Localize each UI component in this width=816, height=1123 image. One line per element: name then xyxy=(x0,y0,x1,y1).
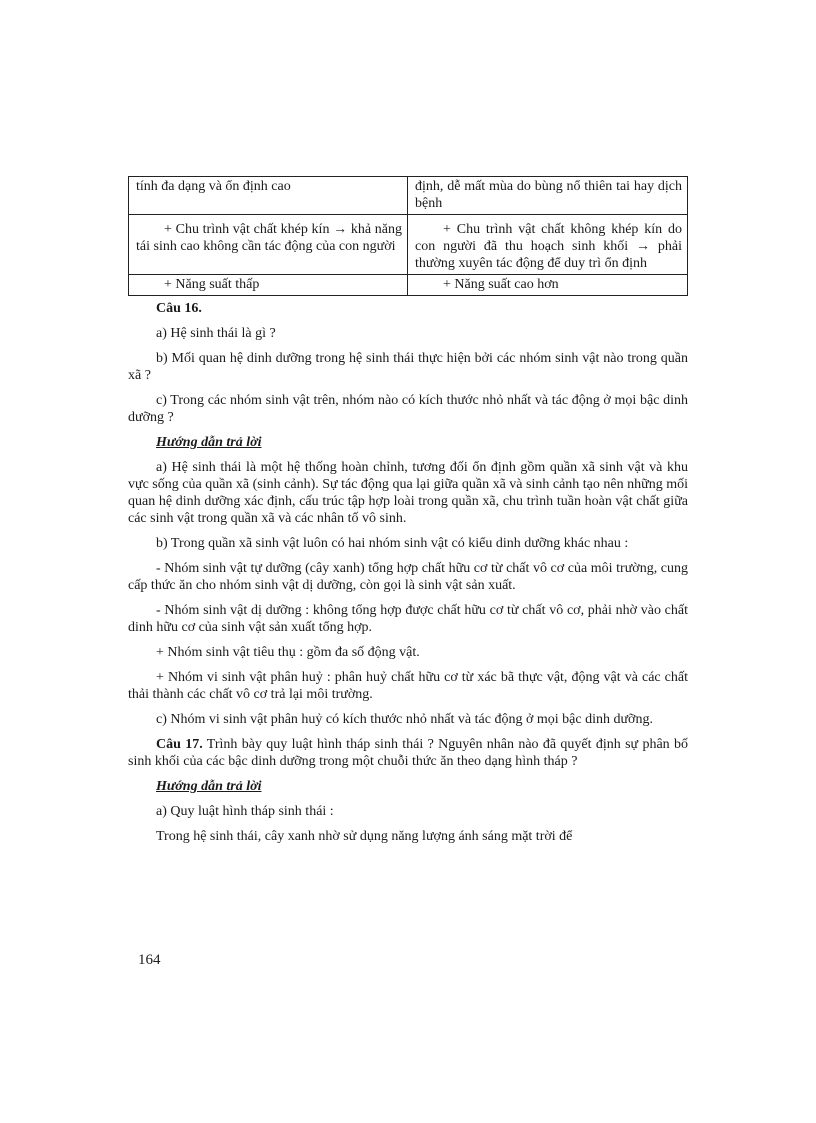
table-cell: định, dễ mất mùa do bùng nổ thiên tai hay dịch bệnh xyxy=(408,177,688,215)
table-row xyxy=(129,177,688,215)
paragraph: c) Trong các nhóm sinh vật trên, nhóm nào có kích thước nhỏ nhất và tác động ở mọi bậc dinh dưỡng ? xyxy=(128,393,688,425)
paragraph: b) Mối quan hệ dinh dưỡng trong hệ sinh thái thực hiện bởi các nhóm sinh vật nào trong quần xã ? xyxy=(128,351,688,383)
table-cell: + Chu trình vật chất không khép kín do con người đã thu hoạch sinh khối → phải thường xuyên tác động để duy trì ổn định xyxy=(408,215,688,275)
comparison-table xyxy=(128,176,688,296)
paragraph: a) Quy luật hình tháp sinh thái : xyxy=(156,804,334,819)
answer-guide-heading: Hướng dẫn trả lời xyxy=(156,435,262,450)
paragraph: - Nhóm sinh vật tự dưỡng (cây xanh) tổng hợp chất hữu cơ từ chất vô cơ của môi trường, cung cấp thức ăn cho nhóm sinh vật dị dưỡng, còn gọi là sinh vật sản xuất. xyxy=(128,561,688,593)
paragraph: a) Hệ sinh thái là gì ? xyxy=(156,326,276,341)
paragraph: + Nhóm vi sinh vật phân huỷ : phân huỷ chất hữu cơ từ xác bã thực vật, động vật và các chất thải thành các chất vô cơ trả lại môi trường. xyxy=(128,670,688,702)
page-number: 164 xyxy=(138,952,161,968)
table-row xyxy=(129,275,688,296)
question-16-heading: Câu 16. xyxy=(156,301,202,316)
paragraph: Trong hệ sinh thái, cây xanh nhờ sử dụng năng lượng ánh sáng mặt trời để xyxy=(156,829,573,844)
paragraph: - Nhóm sinh vật dị dưỡng : không tổng hợp được chất hữu cơ từ chất vô cơ, phải nhờ vào chất dinh hữu cơ của sinh vật sản xuất tổng hợp. xyxy=(128,603,688,635)
table-cell: tính đa dạng và ổn định cao xyxy=(129,177,408,215)
paragraph: + Nhóm sinh vật tiêu thụ : gồm đa số động vật. xyxy=(156,645,420,660)
question-17: Câu 17. Trình bày quy luật hình tháp sinh thái ? Nguyên nhân nào đã quyết định sự phân bố sinh khối của các bậc dinh dưỡng trong một chuỗi thức ăn theo dạng hình tháp ? xyxy=(128,737,688,769)
table-row xyxy=(129,215,688,275)
paragraph: a) Hệ sinh thái là một hệ thống hoàn chỉnh, tương đối ổn định gồm quần xã sinh vật và khu vực sống của quần xã (sinh cảnh). Sự tác động qua lại giữa quần xã và sinh cảnh tạo nên những mối quan hệ dinh dưỡng xác định, cấu trúc tập hợp loài trong quần xã, chu trình tuần hoàn vật chất giữa các sinh vật trong quần xã và các nhân tố vô sinh. xyxy=(128,460,688,526)
paragraph: c) Nhóm vi sinh vật phân huỷ có kích thước nhỏ nhất và tác động ở mọi bậc dinh dưỡng. xyxy=(156,712,653,727)
table-cell: + Chu trình vật chất khép kín → khả năng tái sinh cao không cần tác động của con người xyxy=(129,215,408,275)
paragraph: b) Trong quần xã sinh vật luôn có hai nhóm sinh vật có kiểu dinh dưỡng khác nhau : xyxy=(156,536,629,551)
table-cell: + Năng suất cao hơn xyxy=(408,275,688,296)
table-cell: + Năng suất thấp xyxy=(129,275,408,296)
page-content xyxy=(128,176,688,845)
answer-guide-heading: Hướng dẫn trả lời xyxy=(156,779,262,794)
